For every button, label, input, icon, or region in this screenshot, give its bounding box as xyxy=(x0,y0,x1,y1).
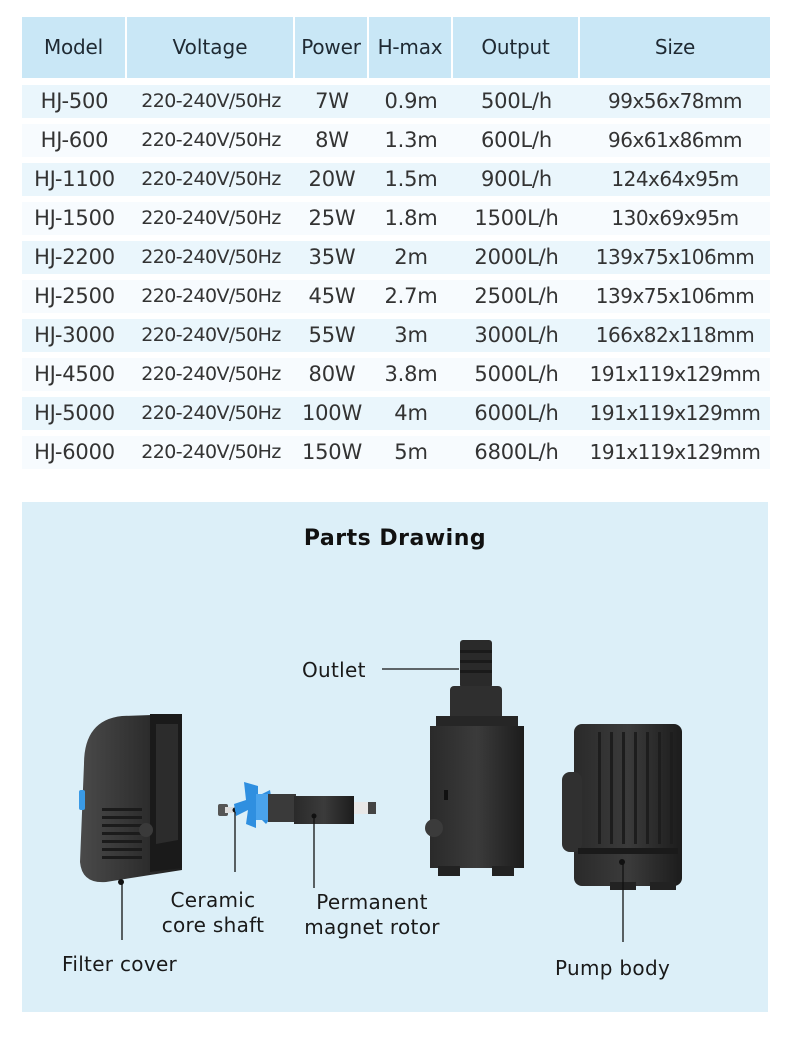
table-row xyxy=(22,121,770,160)
table-row xyxy=(22,277,770,316)
header-output: Output xyxy=(453,17,580,78)
cell-voltage: 220-240V/50Hz xyxy=(127,202,295,235)
cell-output: 3000L/h xyxy=(453,319,580,352)
cell-voltage: 220-240V/50Hz xyxy=(127,163,295,196)
filter-cover-label: Filter cover xyxy=(62,952,178,976)
cell-model: HJ-500 xyxy=(22,85,127,118)
cell-voltage: 220-240V/50Hz xyxy=(127,397,295,430)
cell-voltage: 220-240V/50Hz xyxy=(127,280,295,313)
table-header-row xyxy=(22,17,770,78)
cell-output: 2000L/h xyxy=(453,241,580,274)
cell-size: 96x61x86mm xyxy=(580,124,770,157)
cell-power: 55W xyxy=(295,319,369,352)
spec-table xyxy=(22,17,770,472)
cell-output: 5000L/h xyxy=(453,358,580,391)
cell-model: HJ-6000 xyxy=(22,436,127,469)
cell-model: HJ-5000 xyxy=(22,397,127,430)
cell-voltage: 220-240V/50Hz xyxy=(127,85,295,118)
table-body xyxy=(22,82,770,472)
cell-output: 1500L/h xyxy=(453,202,580,235)
ceramic-core-shaft-label xyxy=(148,888,278,938)
cell-hmax: 0.9m xyxy=(369,85,453,118)
pump-body-part xyxy=(562,724,682,890)
header-size: Size xyxy=(580,17,770,78)
cell-output: 600L/h xyxy=(453,124,580,157)
header-voltage: Voltage xyxy=(127,17,295,78)
cell-hmax: 1.3m xyxy=(369,124,453,157)
cell-model: HJ-1500 xyxy=(22,202,127,235)
cell-voltage: 220-240V/50Hz xyxy=(127,436,295,469)
cell-power: 7W xyxy=(295,85,369,118)
header-model: Model xyxy=(22,17,127,78)
cell-size: 166x82x118mm xyxy=(580,319,770,352)
cell-voltage: 220-240V/50Hz xyxy=(127,241,295,274)
permanent-magnet-rotor-label xyxy=(292,890,452,940)
cell-hmax: 2.7m xyxy=(369,280,453,313)
cell-model: HJ-2500 xyxy=(22,280,127,313)
cell-voltage: 220-240V/50Hz xyxy=(127,124,295,157)
cell-output: 900L/h xyxy=(453,163,580,196)
cell-hmax: 3.8m xyxy=(369,358,453,391)
cell-power: 80W xyxy=(295,358,369,391)
table-row xyxy=(22,82,770,121)
table-row xyxy=(22,394,770,433)
rotor-label-line2: magnet rotor xyxy=(304,915,440,939)
cell-power: 100W xyxy=(295,397,369,430)
cell-size: 130x69x95m xyxy=(580,202,770,235)
cell-output: 6800L/h xyxy=(453,436,580,469)
ceramic-label-line2: core shaft xyxy=(161,913,265,937)
magnet-rotor-part xyxy=(234,782,376,828)
cell-hmax: 3m xyxy=(369,319,453,352)
cell-power: 45W xyxy=(295,280,369,313)
cell-hmax: 4m xyxy=(369,397,453,430)
rotor-label-line1: Permanent xyxy=(316,890,428,914)
table-row xyxy=(22,355,770,394)
cell-voltage: 220-240V/50Hz xyxy=(127,319,295,352)
cell-size: 191x119x129mm xyxy=(580,436,770,469)
table-row xyxy=(22,238,770,277)
cell-model: HJ-4500 xyxy=(22,358,127,391)
parts-drawing-title: Parts Drawing xyxy=(303,526,487,551)
cell-model: HJ-3000 xyxy=(22,319,127,352)
cell-power: 25W xyxy=(295,202,369,235)
cell-power: 35W xyxy=(295,241,369,274)
ceramic-label-line1: Ceramic xyxy=(170,888,256,912)
cell-size: 139x75x106mm xyxy=(580,280,770,313)
cell-hmax: 1.5m xyxy=(369,163,453,196)
pump-body-label: Pump body xyxy=(555,956,671,980)
filter-cover-part xyxy=(79,714,182,885)
cell-size: 124x64x95m xyxy=(580,163,770,196)
table-row xyxy=(22,316,770,355)
cell-hmax: 1.8m xyxy=(369,202,453,235)
cell-power: 150W xyxy=(295,436,369,469)
cell-size: 139x75x106mm xyxy=(580,241,770,274)
table-row xyxy=(22,433,770,472)
table-row xyxy=(22,160,770,199)
cell-power: 8W xyxy=(295,124,369,157)
outlet-label: Outlet xyxy=(302,658,366,682)
cell-output: 6000L/h xyxy=(453,397,580,430)
cell-power: 20W xyxy=(295,163,369,196)
pump-housing-outlet-part xyxy=(425,640,524,876)
cell-hmax: 5m xyxy=(369,436,453,469)
cell-size: 191x119x129mm xyxy=(580,358,770,391)
header-power: Power xyxy=(295,17,369,78)
cell-model: HJ-2200 xyxy=(22,241,127,274)
cell-size: 191x119x129mm xyxy=(580,397,770,430)
cell-model: HJ-1100 xyxy=(22,163,127,196)
parts-drawing-panel xyxy=(22,502,768,1012)
cell-voltage: 220-240V/50Hz xyxy=(127,358,295,391)
cell-output: 2500L/h xyxy=(453,280,580,313)
table-row xyxy=(22,199,770,238)
cell-size: 99x56x78mm xyxy=(580,85,770,118)
cell-model: HJ-600 xyxy=(22,124,127,157)
cell-hmax: 2m xyxy=(369,241,453,274)
header-hmax: H-max xyxy=(369,17,453,78)
cell-output: 500L/h xyxy=(453,85,580,118)
